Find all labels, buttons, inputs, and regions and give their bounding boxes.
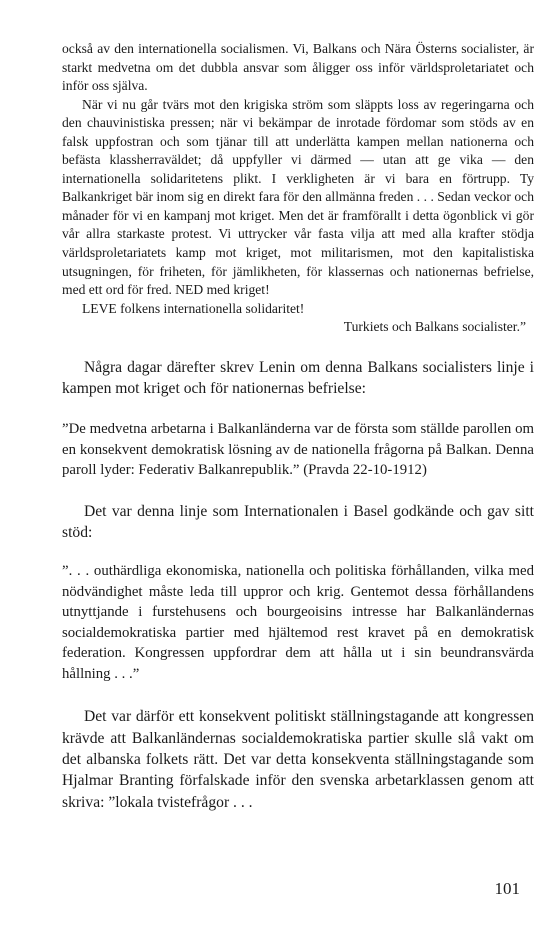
basel-intro-paragraph: Det var denna linje som Internationalen i Basel godkände och gav sitt stöd:: [62, 502, 534, 542]
branting-paragraph: Det var därför ett konsekvent politiskt ställningstagande att kongressen krävde att Balkanländernas socialdemokratiska partier skulle slå vakt om det albanska folkets rätt. Det var detta konsekventa ställningstagande som Hjalmar Branting förfalskade inför den svenska arbetarklassen genom att skriva: ”lokala tvistefrågor . . .: [62, 708, 534, 811]
manifesto-paragraph-1: också av den internationella socialismen. Vi, Balkans och Nära Österns socialister, är starkt medvetna om det dubbla ansvar som åligger oss inför världsproletariatet och inför oss själva.: [62, 41, 534, 94]
manifesto-slogan: LEVE folkens internationella solidaritet!: [82, 300, 305, 316]
page-content: [62, 40, 534, 813]
manifesto-signature: Turkiets och Balkans socialister.”: [343, 319, 526, 335]
manifesto-paragraph-2: När vi nu går tvärs mot den krigiska ström som släppts loss av regeringarna och den chauvinistiska pressen; när vi bekämpar de inrotade fördomar som stöds av en falsk uppfostran och som tjänar till att underlätta kampen mellan nationerna och befästa klassherraväldet; då uppfyller vi därmed — utan att ge vika — den internationella solidaritetens plikt. I verkligheten är vi bara en förtrupp. Ty Balkankriget bär inom sig en direkt fara för den allmänna freden . . . Sedan veckor och månader för vi en kampanj mot kriget. Men det är framförallt i detta ögonblick vi gör vår allra starkaste protest. Vi uttrycker vår fasta vilja att med alla krafter stödja världsproletariatets kamp mot kriget, mot militarismen, mot den kapitalistiska utsugningen, för friheten, för jämlikheten, för klassernas och nationernas befrielse, med ett ord för fred. NED med kriget!: [62, 96, 534, 298]
lenin-intro-paragraph: Några dagar därefter skrev Lenin om denna Balkans socialisters linje i kampen mot kriget och för nationernas befrielse:: [62, 358, 534, 398]
page-number: 101: [494, 879, 520, 898]
lenin-quote: ”De medvetna arbetarna i Balkanländerna var de första som ställde parollen om en konsekvent demokratisk lösning av de nationella frågorna på Balkan. Denna paroll lyder: Federativ Balkanrepublik.” (Pravda 22-10-1912): [62, 421, 534, 479]
basel-quote: ”. . . outhärdliga ekonomiska, nationella och politiska förhållanden, vilka med nödvändighet måste leda till uppror och krig. Gentemot dessa förhållandens utnyttjande i furstehusens och bourgeoisins intresse har Balkanländernas socialdemokratiska partier med hjältemod rest kravet på en demokratisk federation. Kongressen uppfordrar dem att hålla ut i sin beundransvärda hållning . . .”: [62, 563, 534, 682]
congress-manifesto-quote: [62, 40, 534, 337]
